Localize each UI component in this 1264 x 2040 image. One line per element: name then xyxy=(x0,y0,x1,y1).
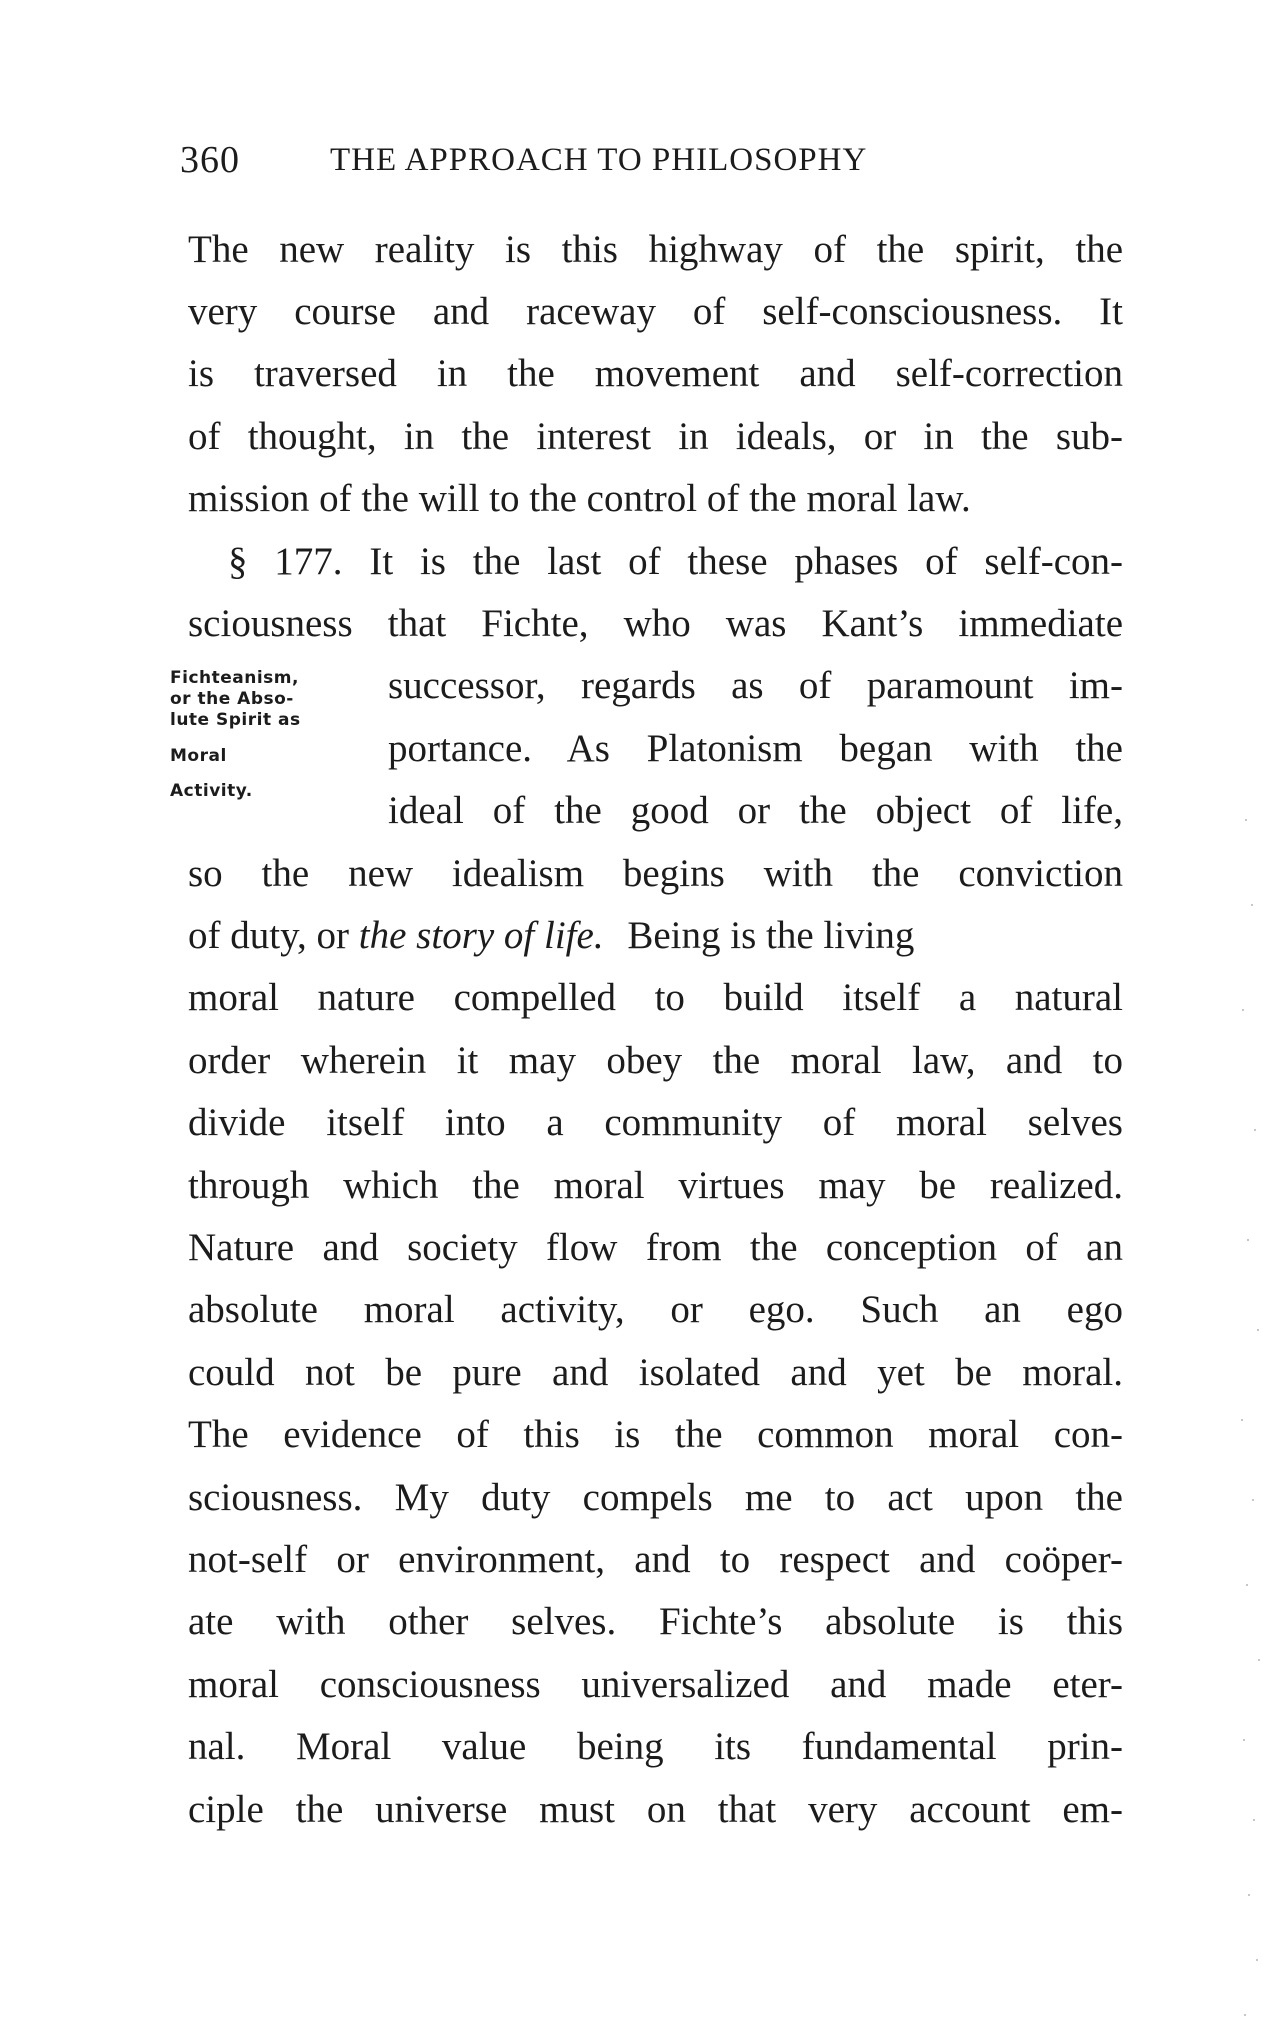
text-line: order wherein it may obey the moral law, and to xyxy=(188,1039,1123,1082)
text-line xyxy=(188,906,1123,966)
marginal-note-line: Fichteanism, xyxy=(170,668,299,688)
text-fragment: Being is the living xyxy=(627,914,915,957)
text-line: very course and raceway of self-consciousness. It xyxy=(188,290,1123,333)
section-177-start: § 177. It is the last of these phases of self-con- xyxy=(228,540,1123,583)
text-line: through which the moral virtues may be realized. xyxy=(188,1164,1123,1207)
marginal-note xyxy=(170,668,370,802)
text-line: ideal of the good or the object of life, xyxy=(388,789,1123,832)
text-line: successor, regards as of paramount im- xyxy=(388,664,1123,707)
page-header xyxy=(180,138,1180,188)
text-line: portance. As Platonism began with the xyxy=(388,727,1123,770)
text-line: could not be pure and isolated and yet be moral. xyxy=(188,1351,1123,1394)
text-line: sciousness that Fichte, who was Kant’s immediate xyxy=(188,602,1123,645)
text-line: mission of the will to the control of the moral law. xyxy=(188,477,971,520)
text-line: nal. Moral value being its fundamental prin- xyxy=(188,1725,1123,1768)
text-line: not-self or environment, and to respect and coöper- xyxy=(188,1538,1123,1581)
scan-edge-speckle xyxy=(1234,0,1264,2040)
text-line: divide itself into a community of moral selves xyxy=(188,1101,1123,1144)
marginal-note-line: Moral xyxy=(170,746,227,766)
text-line: Nature and society flow from the conception of an xyxy=(188,1226,1123,1269)
page-number: 360 xyxy=(180,139,240,181)
text-line: of thought, in the interest in ideals, or in the sub- xyxy=(188,415,1123,458)
text-line: sciousness. My duty compels me to act upon the xyxy=(188,1476,1123,1519)
text-line: is traversed in the movement and self-correction xyxy=(188,352,1123,395)
marginal-note-line: lute Spirit as xyxy=(170,710,301,730)
text-line: ciple the universe must on that very account em- xyxy=(188,1788,1123,1831)
text-line: The evidence of this is the common moral con- xyxy=(188,1413,1123,1456)
text-line: so the new idealism begins with the conviction xyxy=(188,852,1123,895)
text-line: The new reality is this highway of the spirit, the xyxy=(188,228,1123,271)
text-line: absolute moral activity, or ego. Such an ego xyxy=(188,1288,1123,1331)
text-fragment: of duty, or xyxy=(188,914,350,957)
marginal-note-line: or the Abso- xyxy=(170,689,294,709)
text-line: moral consciousness universalized and made eter- xyxy=(188,1663,1123,1706)
text-line: ate with other selves. Fichte’s absolute is this xyxy=(188,1600,1123,1643)
italic-phrase: the story of life. xyxy=(358,914,604,957)
running-head: THE APPROACH TO PHILOSOPHY xyxy=(330,142,868,178)
marginal-note-line: Activity. xyxy=(170,781,253,801)
text-line: moral nature compelled to build itself a natural xyxy=(188,976,1123,1019)
